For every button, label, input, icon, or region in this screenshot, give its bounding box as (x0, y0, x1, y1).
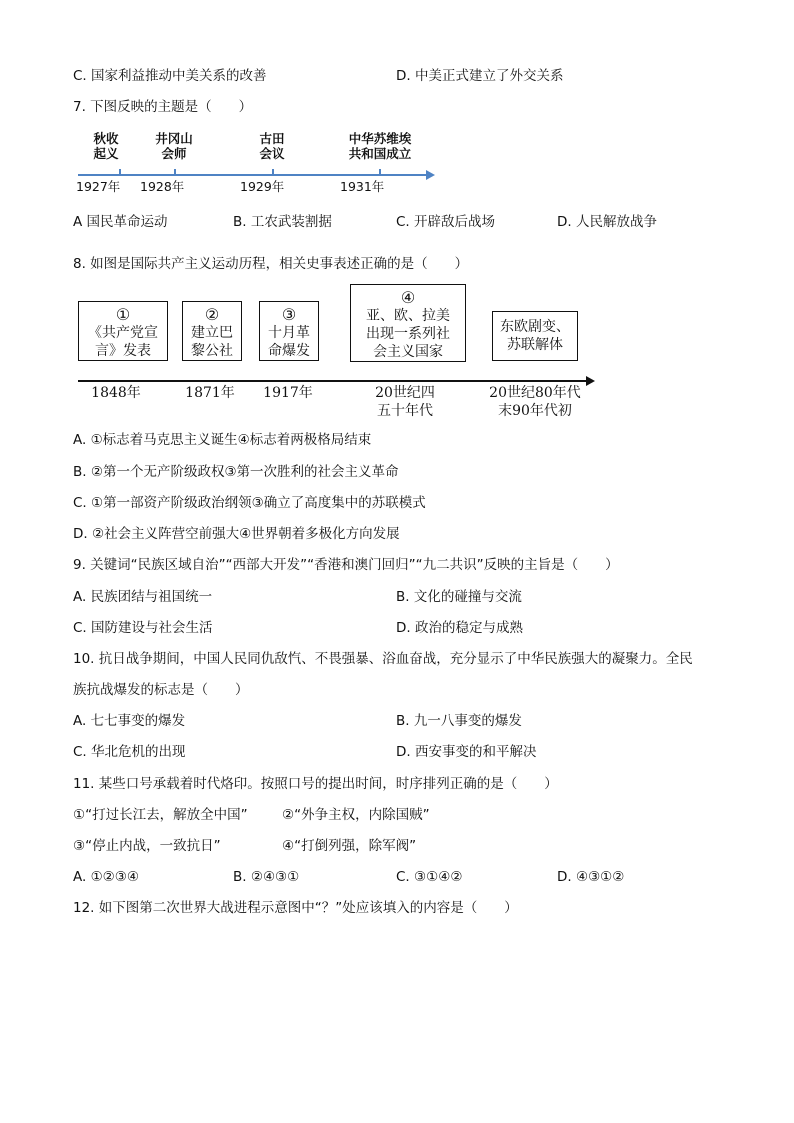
q8-event-box: ① 《共产党宣 言》发表 (78, 301, 168, 361)
q11-slogan-2: ②“外争主权，内除国贼” (282, 807, 430, 823)
q8-year: 1848年 (91, 385, 141, 401)
q11-option-c: C. ③①④② (396, 869, 463, 885)
q11-stem: 11. 某些口号承载着时代烙印。按照口号的提出时间，时序排列正确的是（ ） (73, 776, 558, 792)
q7-stem: 7. 下图反映的主题是（ ） (73, 99, 253, 115)
q11-slogan-4: ④“打倒列强，除军阀” (282, 838, 417, 854)
q10-option-a: A. 七七事变的爆发 (73, 713, 186, 729)
q8-option-d: D. ②社会主义阵营空前强大④世界朝着多极化方向发展 (73, 526, 400, 542)
q8-year: 20世纪80年代 末90年代初 (489, 385, 581, 419)
q7-timeline-axis (78, 174, 428, 176)
q8-year: 1917年 (263, 385, 313, 401)
q11-slogan-1: ①“打过长江去，解放全中国” (73, 807, 248, 823)
q11-slogan-3: ③“停止内战，一致抗日” (73, 838, 221, 854)
q10-stem-line2: 族抗战爆发的标志是（ ） (73, 682, 249, 698)
q8-event-box: ④ 亚、欧、拉美 出现一系列社 会主义国家 (350, 284, 466, 362)
q7-year: 1929年 (240, 179, 285, 194)
q7-option-d: D. 人民解放战争 (557, 214, 657, 230)
q8-option-c: C. ①第一部资产阶级政治纲领③确立了高度集中的苏联模式 (73, 495, 426, 511)
q11-option-a: A. ①②③④ (73, 869, 139, 885)
q7-year: 1928年 (140, 179, 185, 194)
q7-year: 1931年 (340, 179, 385, 194)
q7-option-b: B. 工农武装割据 (233, 214, 332, 230)
q9-option-c: C. 国防建设与社会生活 (73, 620, 213, 636)
q7-event-label: 古田 会议 (259, 131, 285, 161)
q7-timeline-tick (379, 169, 381, 175)
q7-event-label: 秋收 起义 (93, 131, 119, 161)
q9-option-d: D. 政治的稳定与成熟 (396, 620, 523, 636)
q11-option-b: B. ②④③① (233, 869, 300, 885)
q6-option-c: C. 国家利益推动中美关系的改善 (73, 68, 267, 84)
q9-option-b: B. 文化的碰撞与交流 (396, 589, 522, 605)
q11-option-d: D. ④③①② (557, 869, 625, 885)
q7-timeline-arrow (426, 170, 435, 180)
q12-stem: 12. 如下图第二次世界大战进程示意图中“？”处应该填入的内容是（ ） (73, 900, 518, 916)
q8-event-box: ③ 十月革 命爆发 (259, 301, 319, 361)
q8-timeline-axis (78, 380, 588, 382)
q8-option-a: A. ①标志着马克思主义诞生④标志着两极格局结束 (73, 432, 372, 448)
q7-year: 1927年 (76, 179, 121, 194)
q8-event-box: ② 建立巴 黎公社 (182, 301, 242, 361)
q7-option-c: C. 开辟敌后战场 (396, 214, 496, 230)
q8-stem: 8. 如图是国际共产主义运动历程，相关史事表述正确的是（ ） (73, 256, 469, 272)
q7-event-label: 中华苏维埃 共和国成立 (348, 131, 412, 161)
q10-stem-line1: 10. 抗日战争期间，中国人民同仇敌忾、不畏强暴、浴血奋战，充分显示了中华民族强大的凝聚力。全民 (73, 651, 693, 667)
q10-option-c: C. 华北危机的出现 (73, 744, 186, 760)
q10-option-b: B. 九一八事变的爆发 (396, 713, 522, 729)
q8-year: 20世纪四 五十年代 (375, 385, 435, 419)
q7-event-label: 井冈山 会师 (155, 131, 193, 161)
q9-option-a: A. 民族团结与祖国统一 (73, 589, 213, 605)
q7-option-a: A 国民革命运动 (73, 214, 168, 230)
q8-year: 1871年 (185, 385, 235, 401)
q8-event-box: 东欧剧变、 苏联解体 (492, 311, 578, 361)
q8-option-b: B. ②第一个无产阶级政权③第一次胜利的社会主义革命 (73, 464, 399, 480)
q10-option-d: D. 西安事变的和平解决 (396, 744, 537, 760)
q6-option-d: D. 中美正式建立了外交关系 (396, 68, 564, 84)
q7-timeline-tick (174, 169, 176, 175)
q9-stem: 9. 关键词“民族区域自治”“西部大开发”“香港和澳门回归”“九二共识”反映的主旨是（ ） (73, 557, 619, 573)
q7-timeline-tick (272, 169, 274, 175)
q7-timeline-tick (119, 169, 121, 175)
